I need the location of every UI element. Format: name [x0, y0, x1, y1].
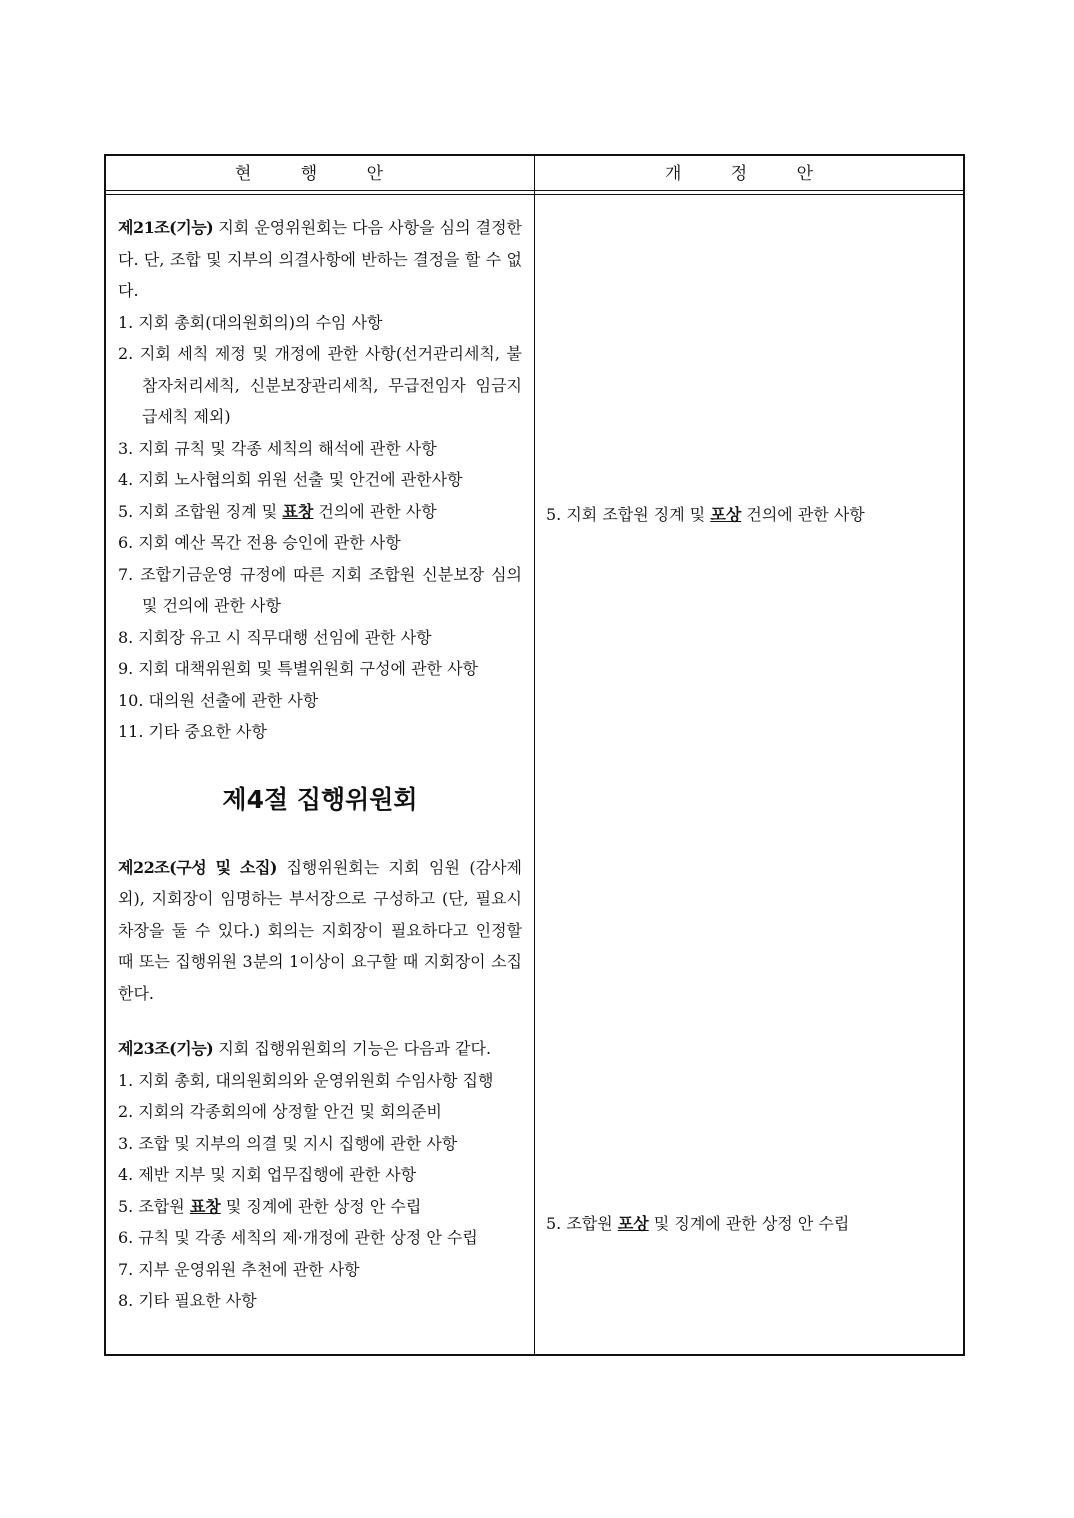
- art21-item-8: 8. 지회장 유고 시 직무대행 선임에 관한 사항: [118, 627, 432, 647]
- art23-item-3: 3. 조합 및 지부의 의결 및 지시 집행에 관한 사항: [118, 1133, 458, 1153]
- art23-item-8: 8. 기타 필요한 사항: [118, 1291, 257, 1310]
- article-23-body: 지회 집행위원회의 기능은 다음과 같다.: [218, 1039, 492, 1058]
- underlined-term-pyochang: 표창: [189, 1196, 221, 1216]
- art21-item-9: 9. 지회 대책위원회 및 특별위원회 구성에 관한 사항: [118, 659, 478, 678]
- art23-item-7: 7. 지부 운영위원 추천에 관한 사항: [118, 1259, 360, 1279]
- revised-art21-item-5-b: 건의에 관한 사항: [746, 505, 865, 524]
- art23-item-1: 1. 지회 총회, 대의원회의와 운영위원회 수임사항 집행: [118, 1070, 494, 1090]
- article-21-title: 제21조(기능): [118, 218, 214, 237]
- art21-item-6: 6. 지회 예산 목간 전용 승인에 관한 사항: [118, 533, 401, 552]
- revised-art23-item-5-b: 및 징계에 관한 상정 안 수립: [653, 1214, 850, 1233]
- art21-item-4: 4. 지회 노사협의회 위원 선출 및 안건에 관한사항: [118, 470, 463, 489]
- art21-item-5-a: 5. 지회 조합원 징계 및: [118, 501, 278, 521]
- art21-item-1: 1. 지회 총회(대의원회의)의 수임 사항: [118, 312, 383, 332]
- header-current: 현 행 안: [234, 164, 406, 184]
- underlined-term-posang: 포상: [710, 505, 742, 524]
- section-heading: 제4절 집행위원회: [222, 784, 418, 814]
- art21-item-5: [118, 496, 522, 528]
- article-22-body: 집행위원회는 지회 임원 (감사제외), 지회장이 임명하는 부서장으로 구성하고 (단, 필요시 차장을 둘 수 있다.) 회의는 지회장이 필요하다고 인정할 때 또는 집행위원 3분의 1이상이 요구할 때 지회장이 소집한다.: [118, 857, 522, 1003]
- article-22: [118, 852, 522, 1010]
- revised-art21-item-5-a: 5. 지회 조합원 징계 및: [546, 505, 706, 524]
- article-23: [118, 1033, 522, 1065]
- article-21: [118, 212, 522, 307]
- art21-item-3: 3. 지회 규칙 및 각종 세칙의 해석에 관한 사항: [118, 438, 437, 458]
- art23-item-6: 6. 규칙 및 각종 세칙의 제·개정에 관한 상정 안 수립: [118, 1228, 478, 1247]
- article-21-body: 지회 운영위원회는 다음 사항을 심의 결정한다. 단, 조합 및 지부의 의결사항에 반하는 결정을 할 수 없다.: [118, 218, 522, 300]
- art21-item-2: 2. 지회 세칙 제정 및 개정에 관한 사항(선거관리세칙, 불참자처리세칙, 신분보장관리세칙, 무급전임자 임금지급세칙 제외): [118, 344, 522, 426]
- spacer: [118, 1009, 522, 1033]
- column-divider: [534, 156, 535, 1354]
- underlined-term-posang: 포상: [617, 1214, 649, 1233]
- art23-item-5: [118, 1191, 522, 1223]
- art21-item-5-b: 건의에 관한 사항: [318, 501, 437, 521]
- art23-item-2: 2. 지회의 각종회의에 상정할 안건 및 회의준비: [118, 1102, 442, 1121]
- revised-art23-item-5-a: 5. 조합원: [546, 1214, 613, 1233]
- art23-item-5-b: 및 징계에 관한 상정 안 수립: [225, 1196, 422, 1216]
- current-text-cell: [118, 212, 522, 1317]
- article-23-title: 제23조(기능): [118, 1039, 214, 1058]
- revised-art23-item-5: [546, 1208, 952, 1240]
- art23-item-5-a: 5. 조합원: [118, 1196, 185, 1216]
- art21-item-7: 7. 조합기금운영 규정에 따른 지회 조합원 신분보장 심의 및 건의에 관한 사항: [118, 564, 522, 615]
- article-22-title: 제22조(구성 및 소집): [118, 857, 277, 877]
- art21-item-10: 10. 대의원 선출에 관한 사항: [118, 690, 319, 710]
- underlined-term-pyochang: 표창: [282, 501, 314, 521]
- comparison-table: [104, 154, 965, 1356]
- header-revised: 개 정 안: [664, 164, 836, 184]
- art21-item-11: 11. 기타 중요한 사항: [118, 722, 267, 741]
- art23-item-4: 4. 제반 지부 및 지회 업무집행에 관한 사항: [118, 1165, 417, 1184]
- revised-art21-item-5: [546, 499, 952, 531]
